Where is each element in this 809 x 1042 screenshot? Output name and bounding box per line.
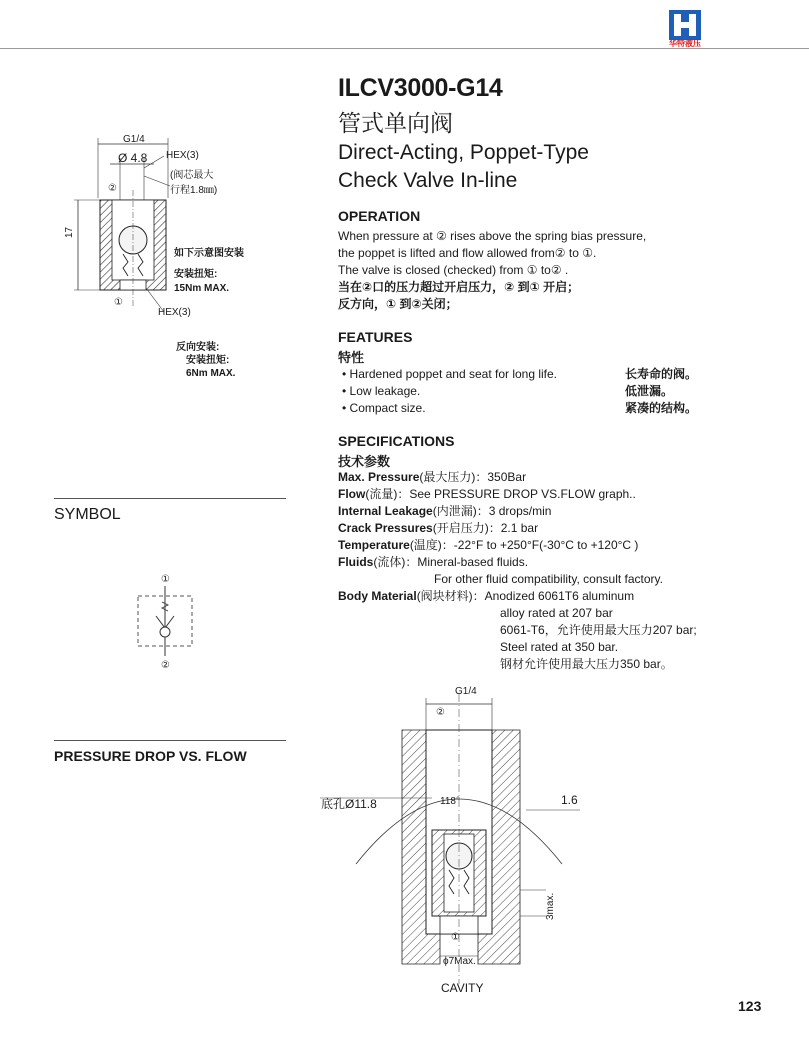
spec-row xyxy=(338,571,758,588)
valve-thread-label: G1/4 xyxy=(123,134,145,145)
valve-hex-top-label: HEX(3) xyxy=(166,150,199,161)
operation-line: 当在②口的压力超过开启压力，② 到① 开启； xyxy=(338,280,580,294)
install-note-3: 15Nm MAX. xyxy=(174,283,230,294)
spec-value: For other fluid compatibility, consult factory. xyxy=(434,572,663,586)
cavity-dim-1-6-label: 1.6 xyxy=(561,793,578,807)
page-number: 123 xyxy=(738,998,762,1014)
spec-value: (最大压力)：350Bar xyxy=(419,470,527,484)
spec-value: (流体)：Mineral-based fluids. xyxy=(373,555,529,569)
valve-height-label: 17 xyxy=(64,226,75,238)
reverse-note-2: 安装扭矩: xyxy=(186,355,230,366)
reverse-note-3: 6Nm MAX. xyxy=(186,368,236,379)
features-heading-cn: 特性 xyxy=(338,350,365,365)
valve-diameter-label: Ø 4.8 xyxy=(118,151,148,165)
cavity-dim-3max-label: 3max. xyxy=(545,892,556,920)
spec-label: Body Material xyxy=(338,589,417,603)
spec-row xyxy=(338,537,758,554)
cavity-drawing xyxy=(320,694,580,984)
spec-value: (开启压力)：2.1 bar xyxy=(432,521,539,535)
cavity-dim-7max-label: ϕ7Max. xyxy=(443,956,476,967)
spec-row xyxy=(338,639,758,656)
feature-cn: 低泄漏。 xyxy=(625,384,674,398)
spec-row xyxy=(338,486,758,503)
valve-stroke-note-2: 行程1.8㎜) xyxy=(170,185,218,196)
install-note-2: 安装扭矩: xyxy=(174,269,218,280)
symbol-port-top: ① xyxy=(161,574,170,585)
title-english-line-2: Check Valve In-line xyxy=(338,169,518,192)
feature-cn: 长寿命的阀。 xyxy=(625,367,698,381)
pressure-drop-divider xyxy=(54,740,286,741)
check-valve-symbol-icon xyxy=(130,586,200,656)
spec-value: (流量)：See PRESSURE DROP VS.FLOW graph.. xyxy=(365,487,636,501)
operation-line: the poppet is lifted and flow allowed from② to ①. xyxy=(338,246,597,260)
spec-label: Fluids xyxy=(338,555,374,569)
cavity-port-1-label: ① xyxy=(451,932,460,943)
valve-port-1-label: ① xyxy=(114,297,123,308)
spec-label: Crack Pressures xyxy=(338,521,433,535)
spec-label: Temperature xyxy=(338,538,410,552)
spec-row xyxy=(338,588,758,605)
spec-value: alloy rated at 207 bar xyxy=(500,606,613,620)
spec-label: Flow xyxy=(338,487,366,501)
pressure-drop-label: PRESSURE DROP VS. FLOW xyxy=(54,748,247,764)
symbol-label: SYMBOL xyxy=(54,506,121,523)
valve-port-2-label: ② xyxy=(108,183,117,194)
operation-line: The valve is closed (checked) from ① to② . xyxy=(338,263,569,277)
title-chinese: 管式单向阀 xyxy=(338,110,453,136)
valve-hex-bottom-label: HEX(3) xyxy=(158,307,191,318)
operation-line: 反方向，① 到②关闭； xyxy=(338,297,458,311)
operation-line: When pressure at ② rises above the spring bias pressure, xyxy=(338,229,647,243)
symbol-port-bottom: ② xyxy=(161,660,170,671)
logo-text: 华特液压 xyxy=(669,39,701,48)
operation-heading: OPERATION xyxy=(338,208,421,224)
spec-row xyxy=(338,503,758,520)
feature-item xyxy=(342,400,702,417)
cavity-port-2-label: ② xyxy=(436,707,445,718)
feature-item xyxy=(342,366,702,383)
spec-value: 6061-T6，允许使用最大压力207 bar; xyxy=(500,623,697,637)
valve-stroke-note-1: (阀芯最大 xyxy=(170,170,214,181)
spec-row xyxy=(338,469,758,486)
spec-row xyxy=(338,605,758,622)
feature-item xyxy=(342,383,702,400)
feature-en: • Compact size. xyxy=(342,401,426,415)
spec-row xyxy=(338,520,758,537)
cavity-caption: CAVITY xyxy=(441,981,484,995)
spec-row xyxy=(338,554,758,571)
spec-label: Internal Leakage xyxy=(338,504,433,518)
title-english-line-1: Direct-Acting, Poppet-Type xyxy=(338,141,589,164)
specifications-list xyxy=(338,469,758,673)
symbol-divider xyxy=(54,498,286,499)
operation-text xyxy=(338,228,698,313)
feature-cn: 紧凑的结构。 xyxy=(625,401,698,415)
page-title: ILCV3000-G14 xyxy=(338,74,503,102)
specifications-heading-cn: 技术参数 xyxy=(338,454,391,469)
reverse-note-1: 反向安装: xyxy=(176,342,220,353)
spec-value: 钢材允许使用最大压力350 bar。 xyxy=(500,657,673,671)
spec-row xyxy=(338,622,758,639)
spec-value: (温度)：-22°F to +250°F(-30°C to +120°C ) xyxy=(409,538,639,552)
feature-en: • Hardened poppet and seat for long life. xyxy=(342,367,558,381)
features-heading: FEATURES xyxy=(338,329,413,345)
spec-value: (阀块材料)：Anodized 6061T6 aluminum xyxy=(416,589,635,603)
spec-label: Max. Pressure xyxy=(338,470,420,484)
feature-en: • Low leakage. xyxy=(342,384,421,398)
spec-value: Steel rated at 350 bar. xyxy=(500,640,619,654)
spec-value: (内泄漏)：3 drops/min xyxy=(432,504,552,518)
install-note-1: 如下示意图安装 xyxy=(174,248,244,259)
specifications-heading: SPECIFICATIONS xyxy=(338,433,455,449)
features-list xyxy=(342,366,702,417)
cavity-thread-label: G1/4 xyxy=(455,686,477,697)
cavity-bottom-hole-label: 底孔Ø11.8 xyxy=(321,797,377,811)
spec-row xyxy=(338,656,758,673)
cavity-angle-label: 118° xyxy=(440,796,460,807)
title-english xyxy=(338,139,658,195)
